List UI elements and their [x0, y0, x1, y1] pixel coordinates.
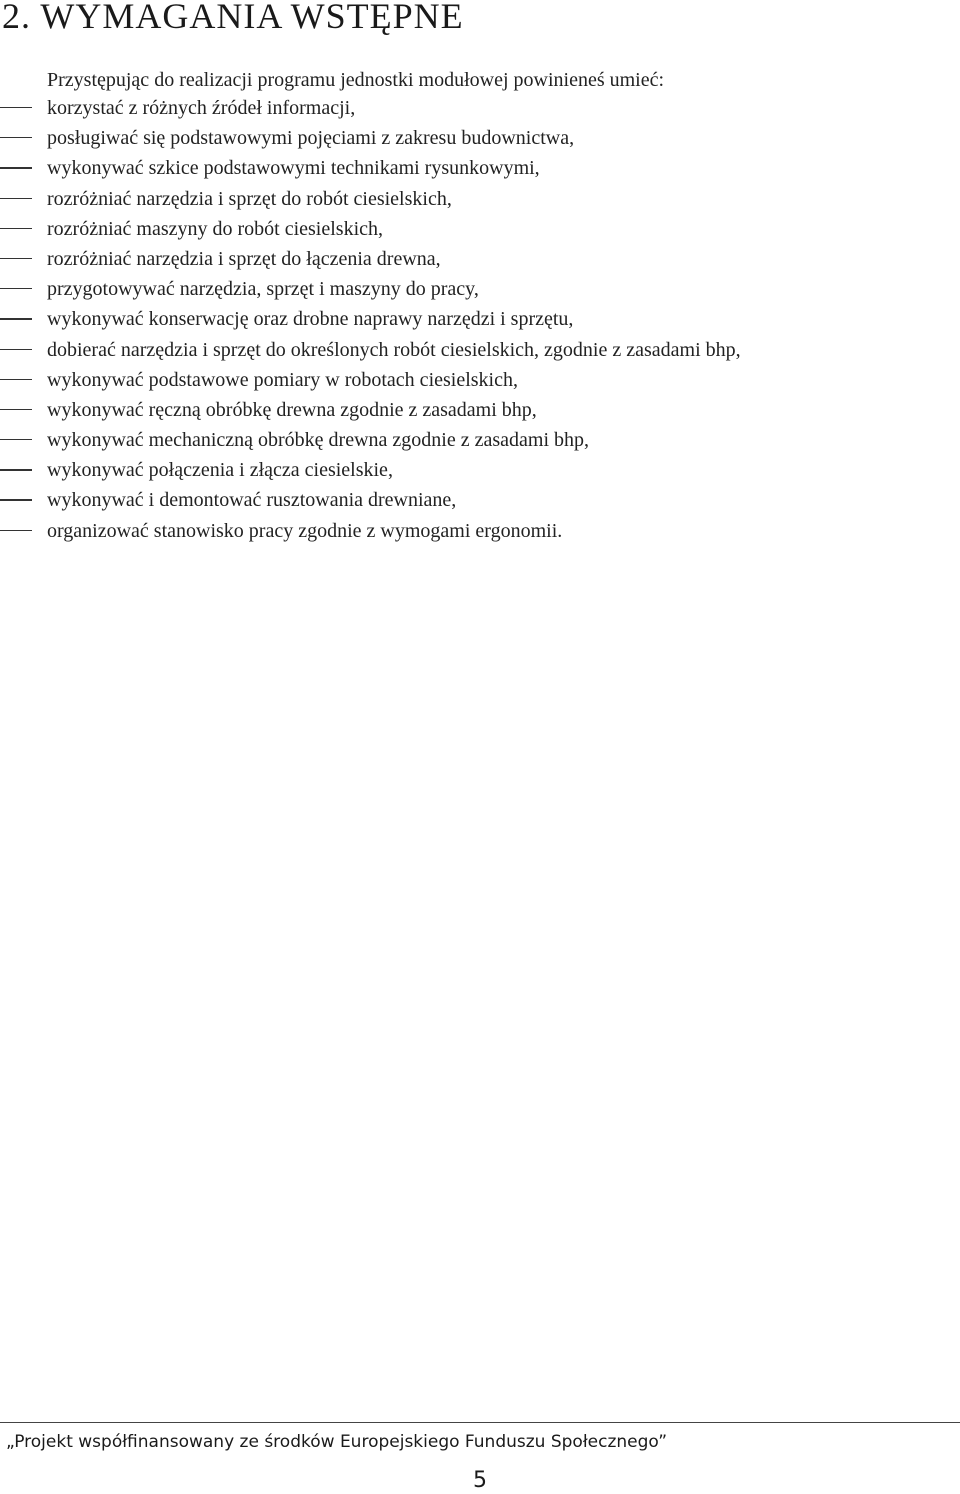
dash-bullet-icon	[0, 318, 32, 319]
dash-bullet-icon	[0, 530, 32, 531]
list-item-text: wykonywać konserwację oraz drobne naprawy narzędzi i sprzętu,	[47, 308, 574, 331]
dash-bullet-icon	[0, 469, 32, 470]
dash-bullet-icon	[0, 198, 32, 199]
dash-bullet-icon	[0, 288, 32, 289]
dash-bullet-icon	[0, 349, 32, 350]
dash-bullet-icon	[0, 499, 32, 500]
list-item-text: korzystać z różnych źródeł informacji,	[47, 97, 356, 119]
list-item-text: dobierać narzędzia i sprzęt do określonych robót ciesielskich, zgodnie z zasadami bhp,	[47, 338, 741, 361]
page-number: 5	[473, 1468, 487, 1493]
list-item-text: wykonywać podstawowe pomiary w robotach ciesielskich,	[47, 368, 518, 391]
list-item-text: wykonywać połączenia i złącza ciesielskie,	[47, 459, 393, 482]
list-item-text: przygotowywać narzędzia, sprzęt i maszyny do pracy,	[47, 278, 479, 301]
dash-bullet-icon	[0, 167, 32, 168]
list-item-text: wykonywać mechaniczną obróbkę drewna zgodnie z zasadami bhp,	[47, 429, 590, 452]
dash-bullet-icon	[0, 107, 32, 108]
dash-bullet-icon	[0, 258, 32, 259]
dash-bullet-icon	[0, 439, 32, 440]
dash-bullet-icon	[0, 379, 32, 380]
footer-project-text: „Projekt współfinansowany ze środków Europejskiego Funduszu Społecznego”	[6, 1432, 668, 1452]
list-item-text: wykonywać szkice podstawowymi technikami rysunkowymi,	[47, 157, 540, 180]
list-item-text: organizować stanowisko pracy zgodnie z wymogami ergonomii.	[47, 519, 563, 542]
section-heading: 2. WYMAGANIA WSTĘPNE	[2, 0, 464, 36]
dash-bullet-icon	[0, 137, 32, 138]
list-item-text: wykonywać i demontować rusztowania drewniane,	[47, 489, 457, 512]
list-item-text: rozróżniać maszyny do robót ciesielskich,	[47, 217, 383, 240]
dash-bullet-icon	[0, 409, 32, 410]
list-item-text: rozróżniać narzędzia i sprzęt do łączenia drewna,	[47, 247, 441, 270]
list-item-text: wykonywać ręczną obróbkę drewna zgodnie z zasadami bhp,	[47, 398, 537, 421]
footer-divider	[0, 1422, 960, 1423]
intro-text: Przystępując do realizacji programu jednostki modułowej powinieneś umieć:	[47, 69, 665, 91]
dash-bullet-icon	[0, 228, 32, 229]
list-item-text: rozróżniać narzędzia i sprzęt do robót ciesielskich,	[47, 187, 452, 210]
list-item-text: posługiwać się podstawowymi pojęciami z zakresu budownictwa,	[47, 127, 575, 150]
